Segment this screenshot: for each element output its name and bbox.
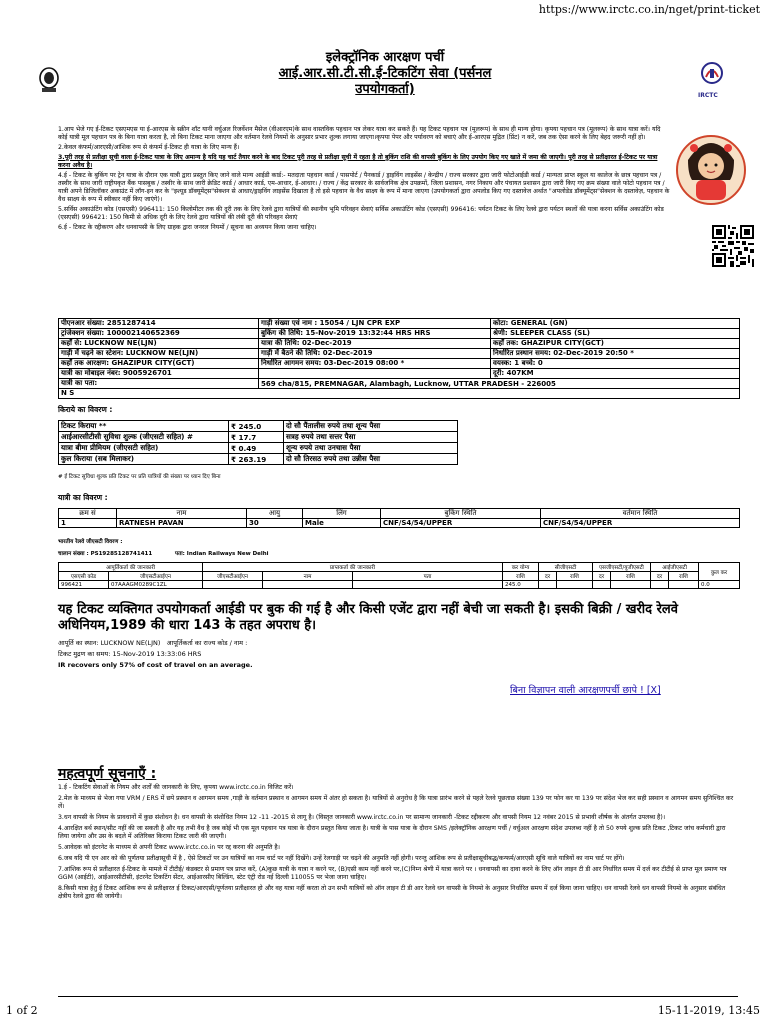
table-cell: यात्रा की तिथि: 02-Dec-2019 bbox=[259, 339, 491, 349]
table-cell bbox=[651, 581, 669, 589]
emblem-icon bbox=[38, 67, 60, 93]
column-header: एसएसी कोड bbox=[59, 572, 109, 581]
instruction-item: 5.सर्विस अकाउंटिंग कोड (एसएसी) 996411: 150 किलोमीटर तक की दूरी तक के लिए रेलवे द्वारा यात्रियों की स्थानीय भूमि परिवहन सेवाएं सर्विस अकाउंटिंग कोड (एसएसी) 996416: पर्यटन टिकट के लिए रेलवे द्वारा पर्यटन स्थलों की यात्रा करना सर्विस अकाउंटिंग कोड (एसएसी) 996421: 150 किमी से अधिक दूरी के लिए रेलवे द्वारा यात्रियों की लंबी दूरी की परिवहन सेवाएं bbox=[58, 206, 664, 221]
supply-place: आपूर्ति का स्थान: LUCKNOW NE(LJN) bbox=[58, 639, 161, 647]
instruction-item: 1.आप भेजे गए ई-टिकट एसएमएस या ई-आरएस के स्क्रीन शॉट यानी वर्चुअल रिजर्वेशन मैसेज (वीआरएम)के साथ वास्तविक पहचान पत्र लेकर यात्रा कर सकते हैं। यह टिकट पहचान पत्र (मूलरूप) के साथ ही मान्य होगा। कृपया पहचान पत्र (मूलरूप) के साथ यात्रा करें। यदि कोई यात्री मूल पहचान पत्र के बिना यात्रा करता है, तो बिना टिकट माना जाएगा और वर्तमान रेलवे नियमों के अनुसार प्रभार शुल्क लगाया जाएगा।कृपया पेपर और पर्यावरण को बचाएं और ई-आरएस मुद्रित (प्रिंट) न करें, जब तक ऐसा करने के लिए बेहद जरूरी नहीं हो। bbox=[58, 126, 661, 141]
table-cell bbox=[259, 369, 491, 379]
column-header: दर bbox=[539, 572, 557, 581]
gst-invoice: चालान संख्या : PS19285128741411 bbox=[58, 551, 153, 557]
column-header: आयु bbox=[247, 509, 303, 519]
gst-heading: भारतीय रेलवे जीएसटी विवरण : bbox=[58, 539, 123, 545]
gst-address: पता: Indian Railways New Delhi bbox=[175, 551, 269, 557]
journey-details-table bbox=[58, 318, 740, 399]
column-header: राशि bbox=[557, 572, 593, 581]
column-header: दर bbox=[651, 572, 669, 581]
table-cell: 996421 bbox=[59, 581, 109, 589]
table-cell: ₹ 17.7 bbox=[229, 432, 284, 443]
bottom-divider bbox=[58, 996, 738, 997]
ns-cell: N S bbox=[59, 389, 740, 399]
table-cell: यात्रा बीमा प्रीमियम (जीएसटी सहित) bbox=[59, 443, 229, 454]
table-cell bbox=[263, 581, 353, 589]
table-row bbox=[59, 454, 458, 465]
table-cell: दूरी: 407KM bbox=[491, 369, 740, 379]
table-cell: कहाँ से: LUCKNOW NE(LJN) bbox=[59, 339, 259, 349]
table-cell bbox=[593, 581, 611, 589]
notice-item: 7.आंशिक रूप से प्रतीक्षारत ई-टिकट के मामले में टीटीई/ कंडक्टर से प्रमाण पत्र प्राप्त करें, (A)कुछ यात्री के यात्रा न करने पर, (B)एसी काम नहीं करने पर,(C)निम्न श्रेणी में यात्रा करने पर । धनवापसी का दावा करने के लिए ऑन लाइन टी डी आर निर्धारित समय में दर्ज कर टीटीई से प्राप्त मूल प्रमाण पत्र GGM (आईटी), आईआरसीटीसी, इंटरनेट टिकटिंग सेंटर, आईआरसीए बिल्डिंग, स्टेट एंट्री रोड नई दिल्ली 110055 पर भेजा जाना चाहिए। bbox=[58, 866, 727, 881]
instruction-item: 2.केवल कंफर्म/आरएसी/आंशिक रूप से कंफर्म ई-टिकट ही यात्रा के लिए मान्य हैं। bbox=[58, 144, 240, 151]
page-url: https://www.irctc.co.in/nget/print-ticket bbox=[538, 3, 760, 16]
table-cell: निर्धारित प्रस्थान समय: 02-Dec-2019 20:50 * bbox=[491, 349, 740, 359]
column-header: कुल कर bbox=[699, 563, 740, 581]
column-header: सीजीएसटी bbox=[539, 563, 593, 572]
column-header: राशि bbox=[503, 572, 539, 581]
table-cell: 245.0 bbox=[503, 581, 539, 589]
table-cell: कहाँ तक: GHAZIPUR CITY(GCT) bbox=[491, 339, 740, 349]
column-header: बुकिंग स्थिति bbox=[381, 509, 541, 519]
address-label: यात्री का पता: bbox=[59, 379, 259, 389]
table-cell: वयस्क: 1 बच्चे: 0 bbox=[491, 359, 740, 369]
table-cell: ₹ 0.49 bbox=[229, 443, 284, 454]
table-cell: Male bbox=[303, 519, 381, 528]
cost-recovery-note: IR recovers only 57% of cost of travel on an average. bbox=[58, 661, 253, 669]
table-cell bbox=[203, 581, 263, 589]
table-cell: 30 bbox=[247, 519, 303, 528]
table-cell: कुल किराया (सब मिलाकर) bbox=[59, 454, 229, 465]
table-cell: CNF/S4/54/UPPER bbox=[381, 519, 541, 528]
table-cell: आईआरसीटीसी सुविधा शुल्क (जीएसटी सहित) # bbox=[59, 432, 229, 443]
table-cell: कोटा: GENERAL (GN) bbox=[491, 319, 740, 329]
girl-child-ad-image bbox=[674, 130, 748, 210]
table-cell: यात्री का मोबाइल नंबर: 9005926701 bbox=[59, 369, 259, 379]
address-value: 569 cha/815, PREMNAGAR, Alambagh, Lucknow, UTTAR PRADESH - 226005 bbox=[259, 379, 740, 389]
notice-item: 6.जब यदि पी एन आर को की पूर्णतया प्रतीक्षासूची में है , ऐसे टिकटों पर उन यात्रियों का नाम चार्ट पर नहीं दिखेंगे। उन्हें रेलगाड़ी पर चढ़ने की अनुमति नहीं होगी। परन्तु आंशिक रूप से प्रतीक्षासूचीबद्ध/कन्फर्म/आरएसी सूचि वाले यात्रियों का नाम चार्ट पर होंगे। bbox=[58, 855, 625, 862]
column-header: नाम bbox=[263, 572, 353, 581]
table-cell: 0.0 bbox=[699, 581, 740, 589]
table-header-row bbox=[59, 509, 740, 519]
table-cell: कहाँ तक आरक्षण: GHAZIPUR CITY(GCT) bbox=[59, 359, 259, 369]
notice-item: 8.किसी यात्रा हेतु ई टिकट आंशिक रूप से प्रतीक्षारत ई टिकट/आरएसी/पूर्णतया प्रतीक्षारत हो और वह यात्रा नहीं करता तो उन सभी यात्रियों को ऑन लाइन टी डी आर रेलवे धन वापसी के नियमो के अनुसार निर्धारित समय में दर्ज किया जाना चाहिए। धन वापसी रेलवे धन वापसी नियमो के अनुसार संबंधित क्षेत्रीय रेलवे द्वारा की जायेगी। bbox=[58, 885, 726, 900]
supply-details bbox=[58, 638, 253, 671]
table-cell: दो सौ पैंतालीस रुपये तथा शून्य पैसा bbox=[284, 421, 458, 432]
table-cell: श्रेणी: SLEEPER CLASS (SL) bbox=[491, 329, 740, 339]
column-header: नाम bbox=[117, 509, 247, 519]
column-header: लिंग bbox=[303, 509, 381, 519]
table-cell: निर्धारित आगमन समय: 03-Dec-2019 08:00 * bbox=[259, 359, 491, 369]
table-cell bbox=[353, 581, 503, 589]
irctc-logo-text: IRCTC bbox=[698, 92, 718, 99]
column-header: आईजीएसटी bbox=[651, 563, 699, 572]
table-row bbox=[59, 389, 740, 399]
table-row bbox=[59, 379, 740, 389]
table-cell: ₹ 245.0 bbox=[229, 421, 284, 432]
table-row bbox=[59, 329, 740, 339]
column-header: दर bbox=[593, 572, 611, 581]
print-without-ads-link[interactable]: बिना विज्ञापन वाली आरक्षणपर्ची छापे ! [X] bbox=[510, 685, 661, 696]
table-row bbox=[59, 369, 740, 379]
table-cell: दो सौ तिरसठ रुपये तथा उन्नीस पैसा bbox=[284, 454, 458, 465]
table-cell: ट्रांजेक्शन संख्या: 100002140652369 bbox=[59, 329, 259, 339]
table-row bbox=[59, 443, 458, 454]
table-row bbox=[59, 349, 740, 359]
column-header: क्रम सं bbox=[59, 509, 117, 519]
important-notices-title: महत्वपूर्ण सूचनाएँ : bbox=[58, 766, 157, 782]
table-cell: बुकिंग की तिथि: 15-Nov-2019 13:32:44 HRS HRS bbox=[259, 329, 491, 339]
column-header: आपूर्तिकर्ता की जानकारी bbox=[59, 563, 203, 572]
table-cell bbox=[611, 581, 651, 589]
table-cell: गाड़ी में बैठने की तिथि: 02-Dec-2019 bbox=[259, 349, 491, 359]
passenger-heading: यात्री का विवरण : bbox=[58, 493, 108, 502]
instruction-item: 6.ई - टिकट के रद्दीकरण और धनवापसी के लिए ग्राहक द्वारा जनरल नियमों / सूचना का अध्ययन किया जाना चाहिए। bbox=[58, 224, 317, 231]
table-header-row bbox=[59, 563, 740, 572]
column-header: कर योग्य bbox=[503, 563, 539, 572]
table-cell: गाड़ी संख्या एवं नाम : 15054 / LJN CPR EXP bbox=[259, 319, 491, 329]
notice-item: 5.आवेदक को इंटरनेट के माध्यम से अपनी टिकट www.irctc.co.in पर रद्द करना की अनुमति है। bbox=[58, 844, 281, 851]
column-header: एसजीएसटी/यूजीएसटी bbox=[593, 563, 651, 572]
table-cell: शून्य रुपये तथा उनचास पैसा bbox=[284, 443, 458, 454]
table-row bbox=[59, 519, 740, 528]
table-cell bbox=[669, 581, 699, 589]
notice-item: 1.ई - टिकटिंग सेवाओं के नियम और शर्तों की जानकारी के लिए, कृपया www.irctc.co.in विजिट करें। bbox=[58, 784, 294, 791]
column-header: पता bbox=[353, 572, 503, 581]
supply-state: आपूर्तिकर्ता का राज्य कोड / नाम : bbox=[166, 639, 248, 647]
column-header: राशि bbox=[669, 572, 699, 581]
qr-code-icon bbox=[712, 225, 754, 267]
irctc-logo-icon bbox=[700, 60, 724, 94]
table-cell: गाड़ी में चढ़ने का स्टेशन: LUCKNOW NE(LJN) bbox=[59, 349, 259, 359]
fare-table bbox=[58, 420, 458, 465]
table-cell: पीएनआर संख्या: 2851287414 bbox=[59, 319, 259, 329]
notice-item: 2.मेल के माध्यम से भेजा गया VRM / ERS में छपे प्रस्थान व आगमन समय ,गाड़ी के वर्तमान प्रस्थान व आगमन समय में अंतर हो सकता है। यात्रियों से अनुरोध है कि यात्रा प्रारंभ करने से पहले रेलवे पूछताछ संख्या 139 पर फोन कर या 139 पर संदेश भेज कर सही प्रस्थान व आगमन समय सुनिश्चित कर लें। bbox=[58, 795, 734, 810]
column-header: वर्तमान स्थिति bbox=[541, 509, 740, 519]
table-cell: सत्रह रुपये तथा सत्तर पैसा bbox=[284, 432, 458, 443]
table-row bbox=[59, 319, 740, 329]
notice-item: 3.धन वापसी के नियम के प्रावधानों में कुछ संशोधन है। धन वापसी के संशोधित नियम 12 -11 -2015 से लागू है। (विस्तृत जानकारी www.irctc.co.in पर सामान्य जानकारी -टिकट रद्दीकरण और वापसी नियम 12 नवंबर 2015 से प्रभावी शीर्षक के अंतर्गत उपलब्ध है)। bbox=[58, 814, 666, 821]
instructions bbox=[58, 126, 670, 234]
title-line-3: उपयोगकर्ता) bbox=[355, 82, 415, 97]
page-number: 1 of 2 bbox=[6, 1004, 38, 1017]
instruction-item: 4.ई - टिकट के बुकिंग पर ट्रेन यात्रा के दौरान एक यात्री द्वारा प्रस्तुत किए जाने वाले मान्य आईडी कार्ड:- मतदाता पहचान कार्ड / पासपोर्ट / पैनकार्ड / ड्राइविंग लाइसेंस / केन्द्रीय / राज्य सरकार द्वारा जारी फोटोआईडी कार्ड / मान्यता प्राप्त स्कूल या कालेज के छात्र पहचान पत्र / तस्वीर के साथ जारी राष्ट्रीयकृत बैंक पासबुक / तस्वीर के साथ जारी क्रेडिट कार्ड / आधार कार्ड, एम-आधार, ई-आधार। / राज्य / केंद्र सरकार के सार्वजनिक क्षेत्र उपक्रमों, जिला प्रशासन, नगर निकाय और पंचायत प्रशासन द्वारा जारी किए गए क्रम संख्या वाले फोटो पहचान पत्र / यात्री अपने डिजिलॉकर अकाउंट में लॉग-इन कर के "इश्यूड डॉक्यूमेंट्स"सेक्शन से आधार/ड्राइविंग लाइसेंस दिखाता है तो इसे पहचान के वैध साक्ष्य के रूप में माना जाएगा (उपयोगकर्ता द्वारा अपलोड किए गए दस्तावेज अर्थात "अपलोडेड डॉक्यूमेंट्स"सेक्शन के दस्तावेज़, पहचान के वैध साक्ष्य के रूप में स्वीकार नहीं किए जाएंगे)। bbox=[58, 172, 670, 203]
table-row bbox=[59, 359, 740, 369]
title-line-1: इलेक्ट्रॉनिक आरक्षण पर्ची bbox=[325, 50, 445, 65]
fare-note: # ई टिकट सुविधा शुल्क प्रति टिकट पर प्रति यात्रियों की संख्या पर ध्यान दिए बिना bbox=[58, 474, 221, 480]
title-line-2: आई.आर.सी.टी.सी.ई-टिकटिंग सेवा (पर्सनल bbox=[278, 66, 492, 81]
instruction-item: 3.पूरी तरह से प्रतीक्षा सूची वाला ई-टिकट यात्रा के लिए अमान्य है यदि यह चार्ट तैयार करने के बाद टिकट पूरी तरह से प्रतीक्षा सूची में रहता है तो बुकिंग राशि की वापसी बुकिंग के लिए उपयोग किए गए खाते में जमा की जाएगी। पूरी तरह से प्रतीक्षारत ई-टिकट पर यात्रा करना अवैध है। bbox=[58, 154, 658, 169]
print-time: टिकट मुद्रण का समय: 15-Nov-2019 13:33:06 HRS bbox=[58, 650, 202, 658]
column-header: जीएसटीआईएन bbox=[109, 572, 203, 581]
table-cell: RATNESH PAVAN bbox=[117, 519, 247, 528]
table-row bbox=[59, 421, 458, 432]
column-header: प्राप्तकर्ता की जानकारी bbox=[203, 563, 503, 572]
fare-heading: किराये का विवरण : bbox=[58, 405, 113, 414]
ticket-title bbox=[230, 50, 540, 98]
column-header: जीएसटीआईएन bbox=[203, 572, 263, 581]
table-row bbox=[59, 339, 740, 349]
table-cell: टिकट किराया ** bbox=[59, 421, 229, 432]
table-cell: 1 bbox=[59, 519, 117, 528]
column-header: राशि bbox=[611, 572, 651, 581]
table-cell bbox=[539, 581, 557, 589]
table-cell: ₹ 263.19 bbox=[229, 454, 284, 465]
table-cell: 07AAAGM0289C1ZL bbox=[109, 581, 203, 589]
resale-warning: यह टिकट व्यक्तिगत उपयोगकर्ता आईडी पर बुक की गई है और किसी एजेंट द्वारा नहीं बेची जा सकती है। इसकी बिक्री / खरीद रेलवे अधिनियम,1989 की धारा 143 के तहत अपराध है। bbox=[58, 602, 678, 633]
print-datetime: 15-11-2019, 13:45 bbox=[657, 1004, 760, 1017]
passenger-table bbox=[58, 508, 740, 528]
gst-table bbox=[58, 562, 740, 589]
notice-item: 4.आरक्षित बर्थ स्थान/सीट नहीं की जा सकती है और यह तभी वैध है जब कोई भी एक मूल पहचान पत्र यात्रा के दौरान प्रस्तुत किया जाता है। यात्री के पास यात्रा के दौरान SMS /इलेक्ट्रॉनिक आरक्षण पर्ची / वर्चुअल आरक्षण संदेश उपलब्ध नहीं है तो 50 रुपये शुल्क प्रति टिकट ,टिकट जांच कर्मचारी द्वारा लिया जायेगा और उस के बदले में अतिरिक्त किराया टिकट जारी की जाएगी। bbox=[58, 825, 726, 840]
table-row bbox=[59, 432, 458, 443]
table-row bbox=[59, 581, 740, 589]
table-cell bbox=[557, 581, 593, 589]
table-cell: CNF/S4/54/UPPER bbox=[541, 519, 740, 528]
important-notices bbox=[58, 784, 738, 904]
table-header-row bbox=[59, 572, 740, 581]
